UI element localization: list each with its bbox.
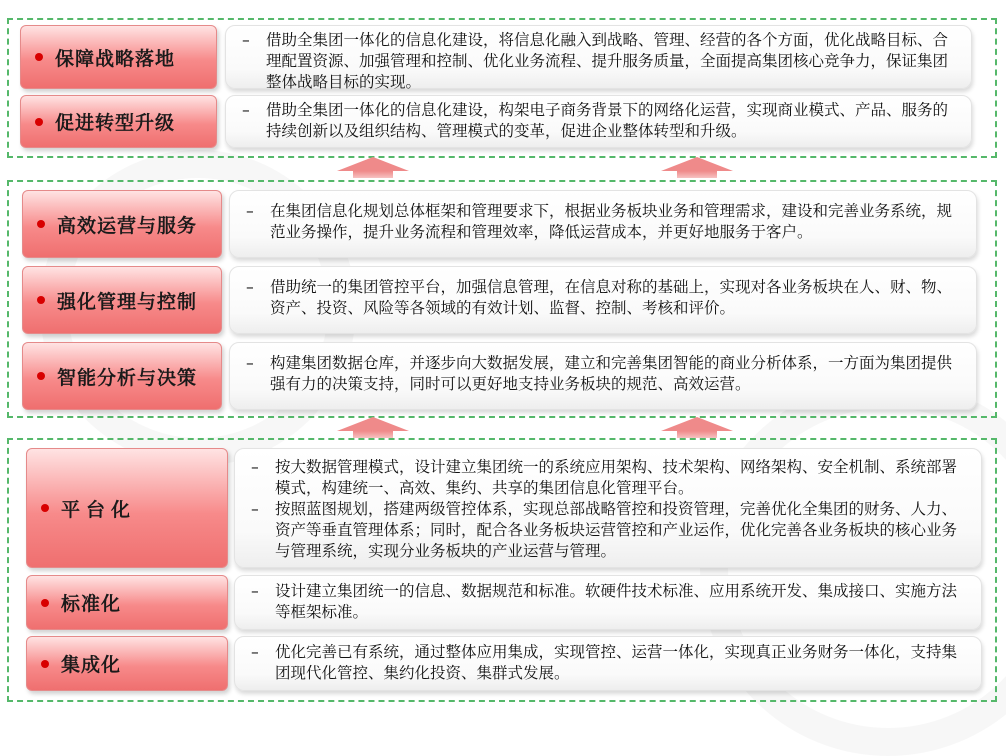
up-arrow-icon (337, 157, 409, 171)
label-integration (26, 636, 228, 691)
bullet-dot (35, 118, 43, 126)
label-text: 平台化 (61, 498, 137, 521)
desc-item: – 构建集团数据仓库，并逐步向大数据发展，建立和完善集团智能的商业分析体系，一方面为集团提供强有力的决策支持，同时可以更好地支持业务板块的规范、高效运营。 (244, 353, 962, 395)
label-text: 智能分析与决策 (57, 366, 198, 389)
desc-platform (234, 448, 982, 568)
desc-standard (234, 575, 982, 630)
desc-item: – 借助全集团一体化的信息化建设，构架电子商务背景下的网络化运营，实现商业模式、产品、服务的持续创新以及组织结构、管理模式的变革，促进企业整体转型和升级。 (240, 100, 957, 142)
bullet-dot (41, 504, 49, 512)
label-text: 高效运营与服务 (57, 214, 198, 237)
desc-strategy (225, 25, 972, 89)
label-text: 集成化 (61, 654, 122, 676)
desc-analysis (229, 342, 977, 410)
label-transform (20, 95, 217, 148)
label-control (22, 266, 222, 334)
label-text: 促进转型升级 (55, 112, 176, 134)
up-arrow-icon (661, 417, 733, 431)
bullet-dot (37, 220, 45, 228)
bullet-dot (41, 660, 49, 668)
desc-item: – 借助全集团一体化的信息化建设，将信息化融入到战略、管理、经营的各个方面，优化战略目标、合理配置资源、加强管理和控制、优化业务流程、提升服务质量，全面提高集团核心竞争力，保证集团整体战略目标的实现。 (240, 30, 957, 93)
desc-item: – 设计建立集团统一的信息、数据规范和标准。软硬件技术标准、应用系统开发、集成接口、实施方法等框架标准。 (249, 581, 967, 623)
label-operations (22, 190, 222, 258)
desc-item: – 借助统一的集团管控平台，加强信息管理，在信息对称的基础上，实现对各业务板块在人、财、物、资产、投资、风险等各领域的有效计划、监督、控制、考核和评价。 (244, 277, 962, 319)
desc-operations (229, 190, 977, 258)
label-analysis (22, 342, 222, 410)
label-strategy (20, 25, 217, 89)
desc-item: – 按大数据管理模式，设计建立集团统一的系统应用架构、技术架构、网络架构、安全机制、系统部署模式，构建统一、高效、集约、共享的集团信息化管理平台。 (249, 457, 967, 499)
label-platform (26, 448, 228, 568)
bullet-dot (35, 53, 43, 61)
desc-item: – 优化完善已有系统，通过整体应用集成，实现管控、运营一体化，实现真正业务财务一体化，支持集团现代化管控、集约化投资、集群式发展。 (249, 642, 967, 684)
bullet-dot (37, 296, 45, 304)
up-arrow-icon (337, 417, 409, 431)
label-text: 强化管理与控制 (57, 290, 198, 313)
label-standard (26, 575, 228, 630)
bullet-dot (41, 599, 49, 607)
up-arrow-icon (661, 157, 733, 171)
desc-control (229, 266, 977, 334)
label-text: 保障战略落地 (55, 47, 176, 70)
desc-transform (225, 95, 972, 148)
label-text: 标准化 (61, 593, 122, 615)
desc-item: – 按照蓝图规划，搭建两级管控体系，实现总部战略管控和投资管理，完善优化全集团的财务、人力、资产等垂直管理体系；同时，配合各业务板块运营管控和产业运作，优化完善各业务板块的核心业务与管理系统，实现分业务板块的产业运营与管理。 (249, 499, 967, 562)
desc-item: – 在集团信息化规划总体框架和管理要求下，根据业务板块业务和管理需求，建设和完善业务系统，规范业务操作，提升业务流程和管理效率，降低运营成本，并更好地服务于客户。 (244, 201, 962, 243)
bullet-dot (37, 372, 45, 380)
desc-integration (234, 636, 982, 691)
